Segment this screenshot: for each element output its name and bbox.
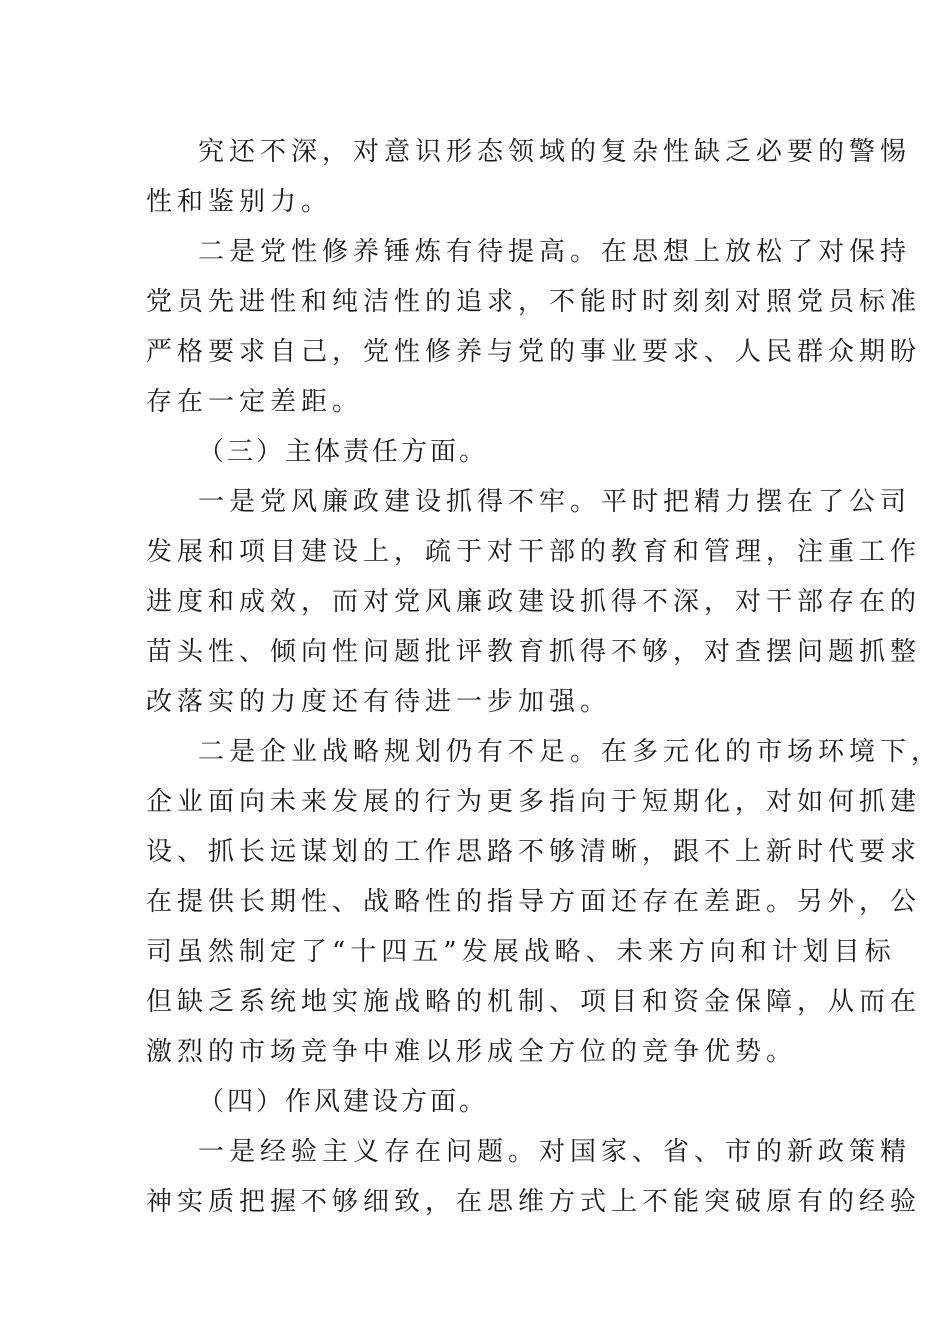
text-line: 发展和项目建设上，疏于对干部的教育和管理，注重工作: [146, 537, 922, 567]
text-line: 神实质把握不够细致，在思维方式上不能突破原有的经验: [146, 1187, 922, 1217]
text-line: 司虽然制定了“十四五”发展战略、未来方向和计划目标: [146, 937, 896, 967]
text-line: 二是企业战略规划仍有不足。在多元化的市场环境下，: [198, 737, 943, 767]
section-heading: （四）作风建设方面。: [198, 1087, 489, 1117]
text-line: 苗头性、倾向性问题批评教育抓得不够，对查摆问题抓整: [146, 637, 922, 667]
text-line: 但缺乏系统地实施战略的机制、项目和资金保障，从而在: [146, 987, 922, 1017]
text-line: 一是经验主义存在问题。对国家、省、市的新政策精: [198, 1137, 912, 1167]
text-line: 究还不深，对意识形态领域的复杂性缺乏必要的警惕: [198, 137, 912, 167]
text-line: 一是党风廉政建设抓得不牢。平时把精力摆在了公司: [198, 487, 912, 517]
text-line: 二是党性修养锤炼有待提高。在思想上放松了对保持: [198, 237, 912, 267]
text-line: 改落实的力度还有待进一步加强。: [146, 687, 612, 717]
text-line: 企业面向未来发展的行为更多指向于短期化，对如何抓建: [146, 787, 922, 817]
text-line: 激烈的市场竞争中难以形成全方位的竞争优势。: [146, 1037, 798, 1067]
text-line: 存在一定差距。: [146, 387, 364, 417]
text-line: 设、抓长远谋划的工作思路不够清晰，跟不上新时代要求: [146, 837, 922, 867]
text-line: 党员先进性和纯洁性的追求，不能时时刻刻对照党员标准: [146, 287, 922, 317]
text-line: 性和鉴别力。: [146, 187, 333, 217]
text-line: 进度和成效，而对党风廉政建设抓得不深，对干部存在的: [146, 587, 922, 617]
text-line: 在提供长期性、战略性的指导方面还存在差距。另外，公: [146, 887, 922, 917]
section-heading: （三）主体责任方面。: [198, 437, 489, 467]
text-line: 严格要求自己，党性修养与党的事业要求、人民群众期盼: [146, 337, 922, 367]
